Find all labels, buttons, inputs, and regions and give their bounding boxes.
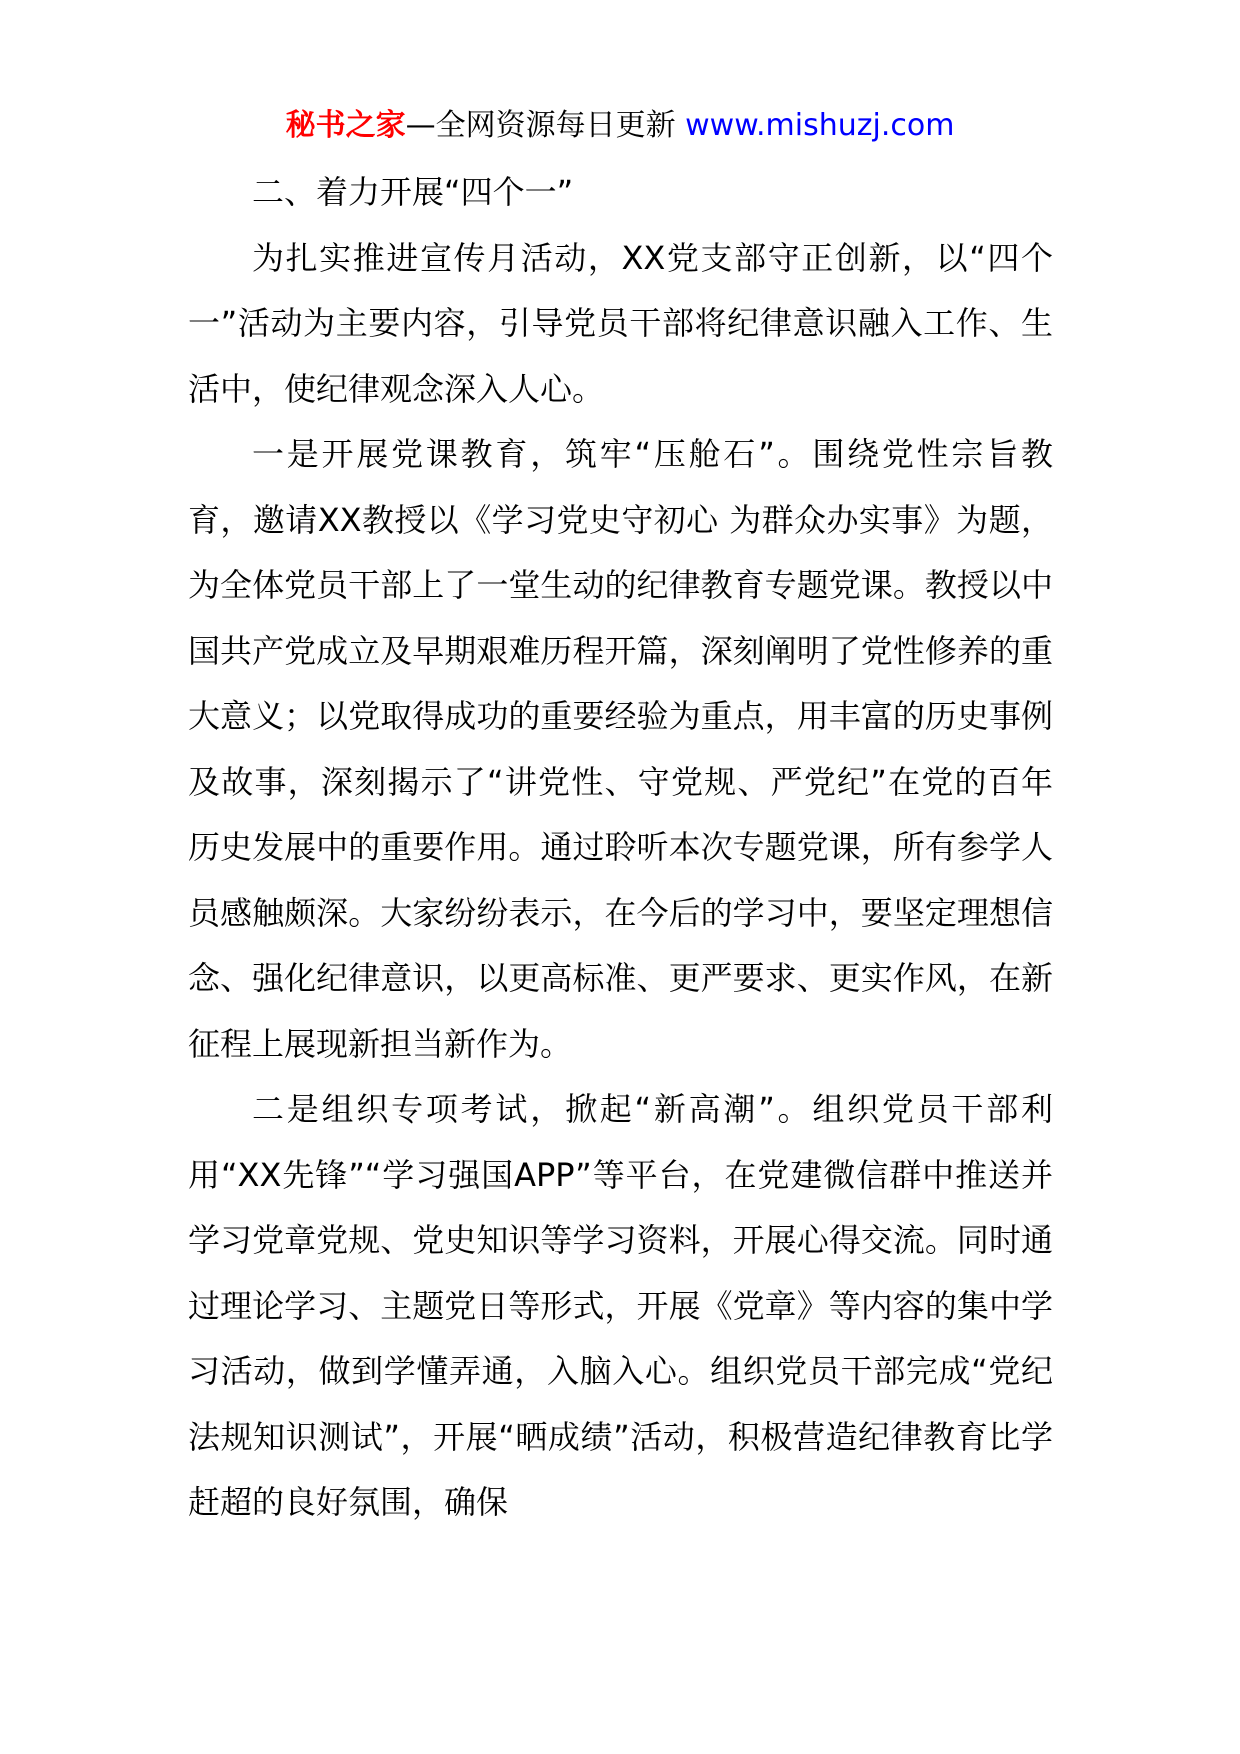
header-tagline: —全网资源每日更新: [405, 108, 686, 143]
section-heading: 二、着力开展“四个一”: [252, 173, 574, 211]
paragraph-intro: 为扎实推进宣传月活动，XX党支部守正创新，以“四个一”活动为主要内容，引导党员干部将纪律意识融入工作、生活中，使纪律观念深入人心。: [188, 238, 1053, 408]
paragraph-special-exam: 二是组织专项考试，掀起“新高潮”。组织党员干部利用“XX先锋”“学习强国APP”等平台，在党建微信群中推送并学习党章党规、党史知识等学习资料，开展心得交流。同时通过理论学习、主题党日等形式，开展《党章》等内容的集中学习活动，做到学懂弄通，入脑入心。组织党员干部完成“党纪法规知识测试”，开展“晒成绩”活动，积极营造纪律教育比学赶超的良好氛围，确保: [188, 1090, 1053, 1521]
brand-name: 秘书之家: [285, 108, 406, 143]
paragraph-party-lecture: 一是开展党课教育，筑牢“压舱石”。围绕党性宗旨教育，邀请XX教授以《学习党史守初心 为群众办实事》为题，为全体党员干部上了一堂生动的纪律教育专题党课。教授以中国共产党成立及早期艰难历程开篇，深刻阐明了党性修养的重大意义；以党取得成功的重要经验为重点，用丰富的历史事例及故事，深刻揭示了“讲党性、守党规、严党纪”在党的百年历史发展中的重要作用。通过聆听本次专题党课，所有参学人员感触颇深。大家纷纷表示，在今后的学习中，要坚定理想信念、强化纪律意识，以更高标准、更严要求、更实作风，在新征程上展现新担当新作为。: [188, 435, 1053, 1063]
page-header: [0, 104, 1240, 148]
document-body: [188, 160, 1053, 1536]
website-link[interactable]: www.mishuzj.com: [685, 108, 955, 143]
